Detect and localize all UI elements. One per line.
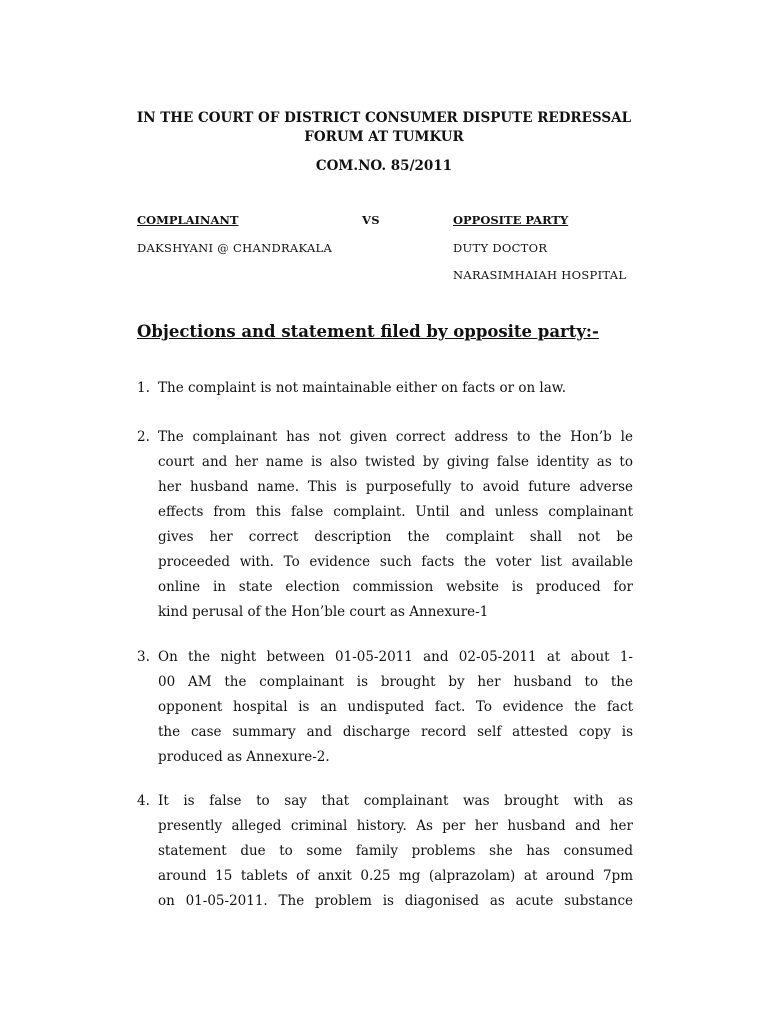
paragraph-line: proceeded with. To evidence such facts the voter list available: [158, 554, 633, 570]
vs-label: VS: [362, 213, 380, 227]
paragraph-number: 2.: [137, 429, 150, 445]
paragraph-number: 4.: [137, 793, 150, 809]
numbered-paragraph: [137, 376, 633, 401]
paragraph-line: effects from this false complaint. Until and unless complainant: [158, 504, 633, 520]
opposite-party-line1: DUTY DOCTOR: [453, 241, 548, 255]
court-heading-line1: IN THE COURT OF DISTRICT CONSUMER DISPUTE REDRESSAL: [136, 110, 632, 126]
opposite-party-line2: NARASIMHAIAH HOSPITAL: [453, 268, 627, 282]
complainant-name: DAKSHYANI @ CHANDRAKALA: [137, 241, 333, 255]
paragraph-line: around 15 tablets of anxit 0.25 mg (alprazolam) at around 7pm: [158, 868, 633, 884]
paragraph-line: The complaint is not maintainable either on facts or on law.: [158, 380, 567, 396]
paragraph-line: court and her name is also twisted by giving false identity as to: [158, 454, 633, 470]
paragraph-line: presently alleged criminal history. As per her husband and her: [158, 818, 633, 834]
case-number: COM.NO. 85/2011: [315, 158, 453, 174]
paragraph-line: On the night between 01-05-2011 and 02-05-2011 at about 1-: [158, 649, 633, 665]
paragraph-line: gives her correct description the complaint shall not be: [158, 529, 633, 545]
paragraph-number: 1.: [137, 380, 150, 396]
paragraph-line: the case summary and discharge record self attested copy is: [158, 724, 633, 740]
paragraph-line: her husband name. This is purposefully to avoid future adverse: [158, 479, 633, 495]
numbered-paragraph: [137, 645, 633, 770]
paragraph-line: produced as Annexure-2.: [158, 749, 330, 765]
complainant-label: COMPLAINANT: [137, 213, 239, 227]
paragraph-line: 00 AM the complainant is brought by her husband to the: [158, 674, 633, 690]
paragraph-line: on 01-05-2011. The problem is diagonised as acute substance: [158, 893, 633, 909]
opposite-party-label: OPPOSITE PARTY: [453, 213, 569, 227]
paragraph-line: online in state election commission website is produced for: [158, 579, 633, 595]
section-title: Objections and statement filed by opposite party:-: [137, 322, 599, 341]
numbered-paragraph: [137, 425, 633, 625]
paragraph-line: opponent hospital is an undisputed fact. To evidence the fact: [158, 699, 633, 715]
paragraph-line: It is false to say that complainant was brought with as: [158, 793, 633, 809]
paragraph-line: statement due to some family problems she has consumed: [158, 843, 633, 859]
paragraph-line: kind perusal of the Hon’ble court as Annexure-1: [158, 604, 489, 620]
paragraph-number: 3.: [137, 649, 150, 665]
paragraph-line: The complainant has not given correct address to the Hon’b le: [158, 429, 633, 445]
numbered-paragraph: [137, 789, 633, 914]
court-heading-line2: FORUM AT TUMKUR: [304, 129, 464, 145]
